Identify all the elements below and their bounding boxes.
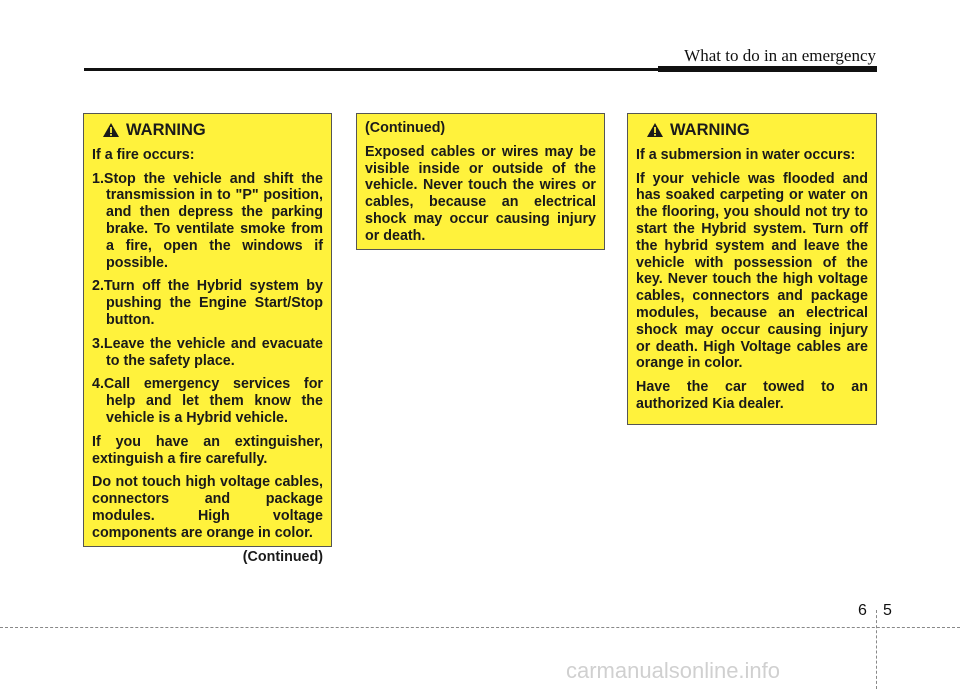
- fire-step: 2.Turn off the Hybrid system by pushing the Engine Start/Stop button.: [92, 278, 323, 328]
- exposed-cables-text: Exposed cables or wires may be visible inside or outside of the vehicle. Never touch the wires or cables, because an electrical shock may occur causing injury or death.: [365, 143, 596, 244]
- continued-label: (Continued): [365, 120, 446, 136]
- towing-text: Have the car towed to an authorized Kia dealer.: [636, 379, 868, 412]
- footer-rule: [0, 627, 960, 628]
- warning-heading: [646, 122, 868, 139]
- warning-label: WARNING: [126, 121, 206, 139]
- header-title: What to do in an emergency: [684, 46, 876, 65]
- watermark: carmanualsonline.info: [566, 658, 781, 683]
- fire-steps-list: [92, 171, 323, 427]
- submersion-intro: If a submersion in water occurs:: [636, 146, 856, 163]
- fire-warning-box: [83, 113, 332, 565]
- section-number: 6: [858, 602, 867, 619]
- continued-warning-box: [356, 113, 605, 250]
- warning-label: WARNING: [670, 121, 750, 139]
- page-number: 5: [883, 602, 892, 619]
- warning-triangle-icon: [646, 122, 664, 138]
- fire-step: 1.Stop the vehicle and shift the transmission in to "P" position, and then depress the parking brake. To ventilate smoke from a fire, open the windows if possible.: [92, 170, 323, 271]
- header-tab-bar: [658, 66, 877, 72]
- fire-step: 3.Leave the vehicle and evacuate to the safety place.: [92, 335, 323, 369]
- continued-label: (Continued): [242, 548, 323, 565]
- warning-heading: [102, 122, 323, 139]
- extinguisher-text: If you have an extinguisher, extinguish a fire carefully.: [92, 433, 323, 467]
- fire-intro: If a fire occurs:: [92, 146, 195, 163]
- footer-divider: [876, 610, 877, 689]
- flooded-vehicle-text: If your vehicle was flooded and has soaked carpeting or water on the flooring, you should not try to start the Hybrid system. Turn off the hybrid system and leave the vehicle with possession of the key. Never touch the high voltage cables, connectors and package modules, because an electrical shock may occur causing injury or death. High Voltage cables are orange in color.: [636, 170, 868, 372]
- warning-triangle-icon: [102, 122, 120, 138]
- fire-step: 4.Call emergency services for help and let them know the vehicle is a Hybrid vehicle.: [92, 376, 323, 426]
- submersion-warning-box: [627, 113, 877, 425]
- high-voltage-text: Do not touch high voltage cables, connectors and package modules. High voltage components are orange in color.: [92, 474, 323, 541]
